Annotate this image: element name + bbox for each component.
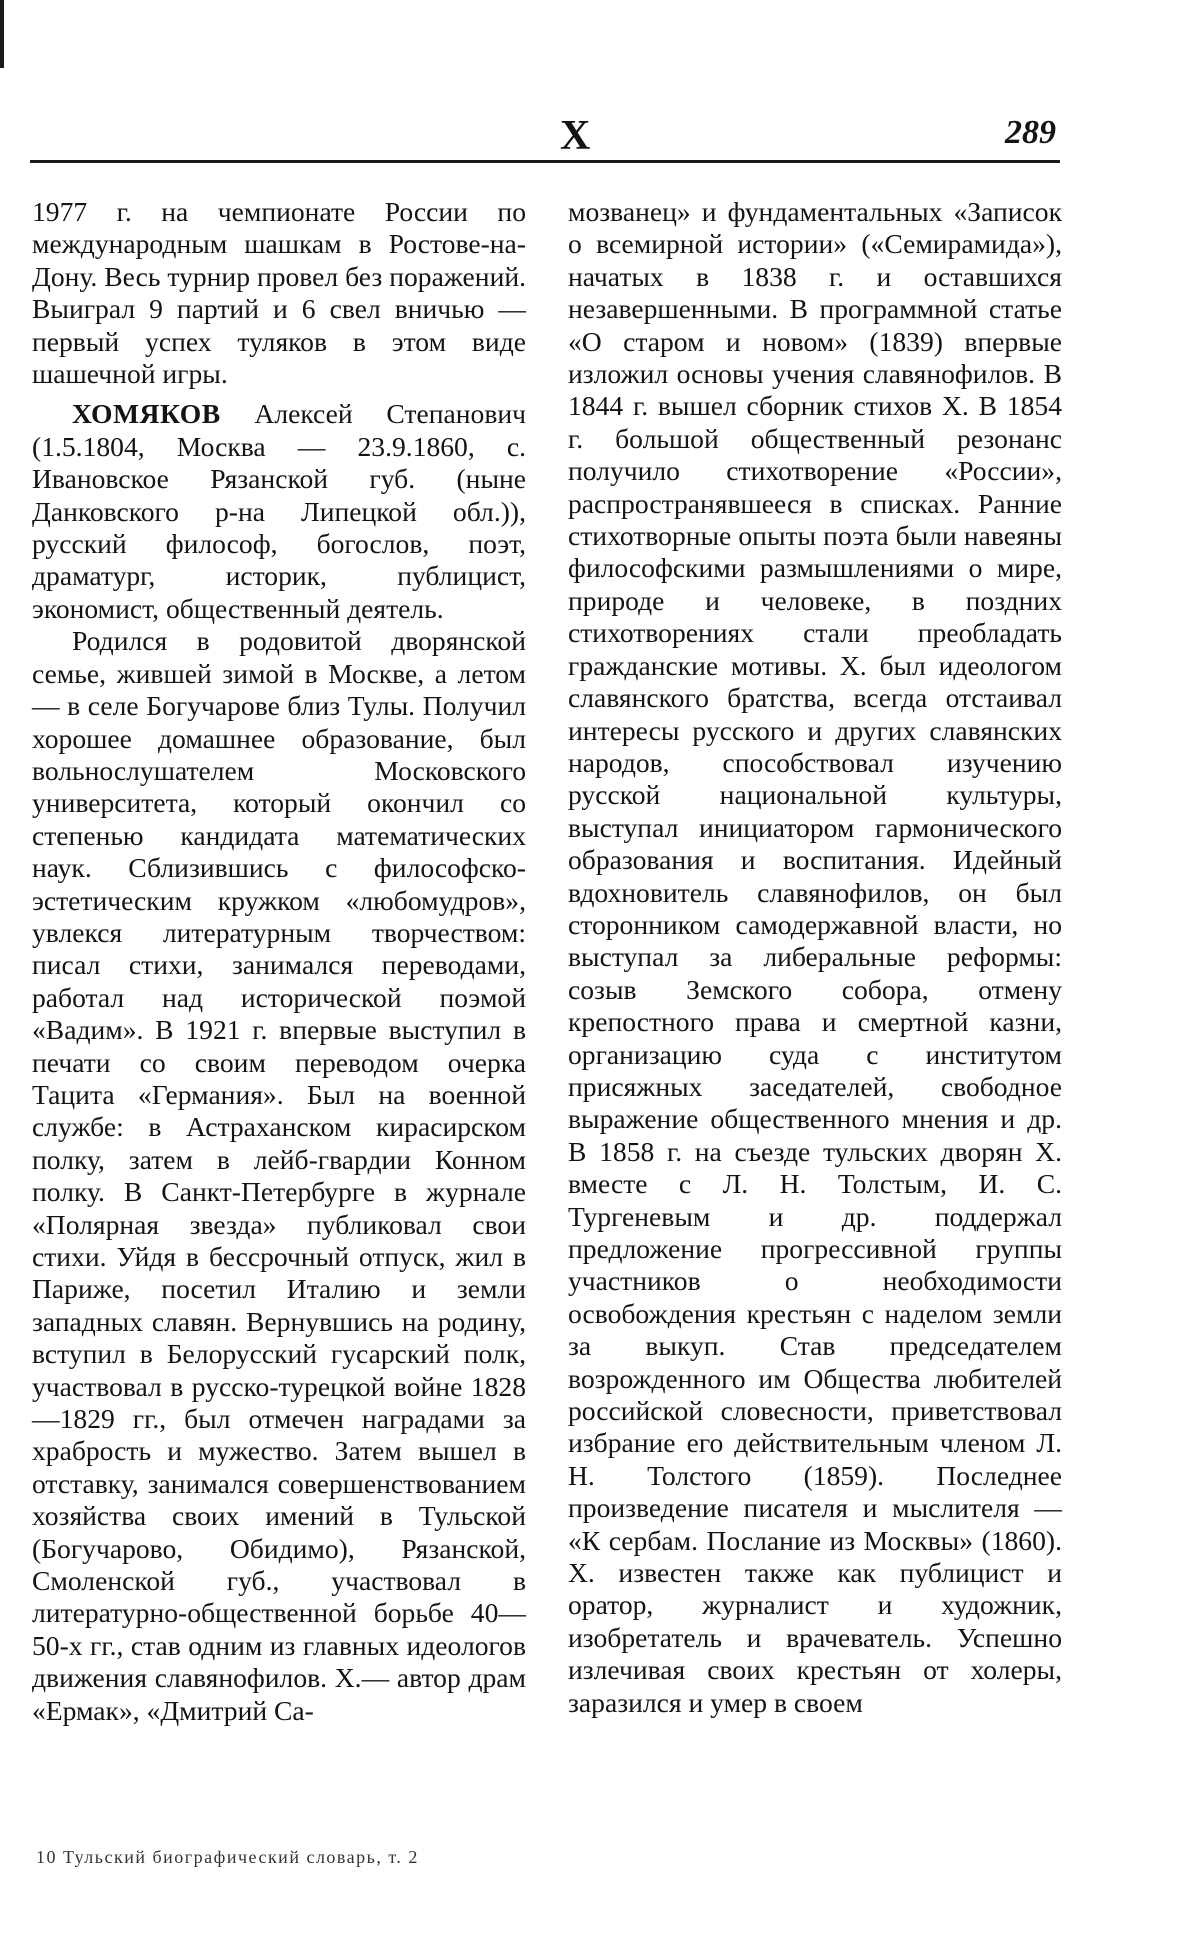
printer-signature: 10 Тульский биографический словарь, т. 2 (36, 1847, 419, 1867)
entry-intro-text: Алексей Степанович (1.5.1804, Москва — 23.9.1860, с. Ивановское Рязанской губ. (ныне Данковского р-на Липецкой обл.)), русский философ, богослов, поэт, драматург, историк, публицист, экономист, общественный деятель. (32, 398, 526, 624)
entry-homyakov-continuation: мозванец» и фундаментальных «Записок о всемирной истории» («Семирамида»), начатых в 1838 г. и оставшихся незавершенными. В программной статье «О старом и новом» (1839) впервые изложил основы учения славянофилов. В 1844 г. вышел сборник стихов Х. В 1854 г. большой общественный резонанс получило стихотворение «России», распространявшееся в списках. Ранние стихотворные опыты поэта были навеяны философскими размышлениями о мире, природе и человеке, в поздних стихотворениях стали преобладать гражданские мотивы. Х. был идеологом славянского братства, всегда отстаивал интересы русского и других славянских народов, способствовал изучению русской национальной культуры, выступал инициатором гармонического образования и воспитания. Идейный вдохновитель славянофилов, он был сторонником самодержавной власти, но выступал за либеральные реформы: созыв Земского собора, отмену крепостного права и смертной казни, организацию суда с институтом присяжных заседателей, свободное выражение общественного мнения и др. В 1858 г. на съезде тульских дворян Х. вместе с Л. Н. Толстым, И. С. Тургеневым и др. поддержал предложение прогрессивной группы участников о необходимости освобождения крестьян с наделом земли за выкуп. Став председателем возрожденного им Общества любителей российской словесности, приветствовал избрание его действительным членом Л. Н. Толстого (1859). Последнее произведение писателя и мыслителя — «К сербам. Послание из Москвы» (1860). Х. известен также как публицист и оратор, журналист и художник, изобретатель и врачеватель. Успешно излечивая своих крестьян от холеры, заразился и умер в своем (568, 196, 1062, 1718)
page-header (30, 108, 1060, 166)
header-rule (30, 160, 1060, 163)
entry-homyakov-body: Родился в родовитой дворянской семье, жившей зимой в Москве, а летом — в селе Богучарове близ Тулы. Получил хорошее домашнее образование, был вольнослушателем Московского университета, который окончил со степенью кандидата математических наук. Сблизившись с философско-эстетическим кружком «любомудров», увлекся литературным творчеством: писал стихи, занимался переводами, работал над исторической поэмой «Вадим». В 1921 г. впервые выступил в печати со своим переводом очерка Тацита «Германия». Был на военной службе: в Астраханском кирасирском полку, затем в лейб-гвардии Конном полку. В Санкт-Петербурге в журнале «Полярная звезда» публиковал свои стихи. Уйдя в бессрочный отпуск, жил в Париже, посетил Италию и земли западных славян. Вернувшись на родину, вступил в Белорусский гусарский полк, участвовал в русско-турецкой войне 1828—1829 гг., был отмечен наградами за храбрость и мужество. Затем вышел в отставку, занимался совершенствованием хозяйства своих имений в Тульской (Богучарово, Обидимо), Рязанской, Смоленской губ., участвовал в литературно-общественной борьбе 40—50-х гг., став одним из главных идеологов движения славянофилов. Х.— автор драм «Ермак», «Дмитрий Са- (32, 625, 526, 1726)
page-edge-mark (0, 0, 4, 68)
page-number: 289 (1005, 114, 1056, 151)
right-column (568, 196, 1062, 1719)
left-column (32, 196, 526, 1727)
running-head: Х (560, 113, 592, 159)
entry-homyakov-intro (32, 398, 526, 625)
entry-headword: ХОМЯКОВ (72, 398, 221, 430)
previous-entry-continuation: 1977 г. на чемпионате России по международным шашкам в Ростове-на-Дону. Весь турнир провел без поражений. Выиграл 9 партий и 6 свел вничью — первый успех туляков в этом виде шашечной игры. (32, 196, 526, 390)
